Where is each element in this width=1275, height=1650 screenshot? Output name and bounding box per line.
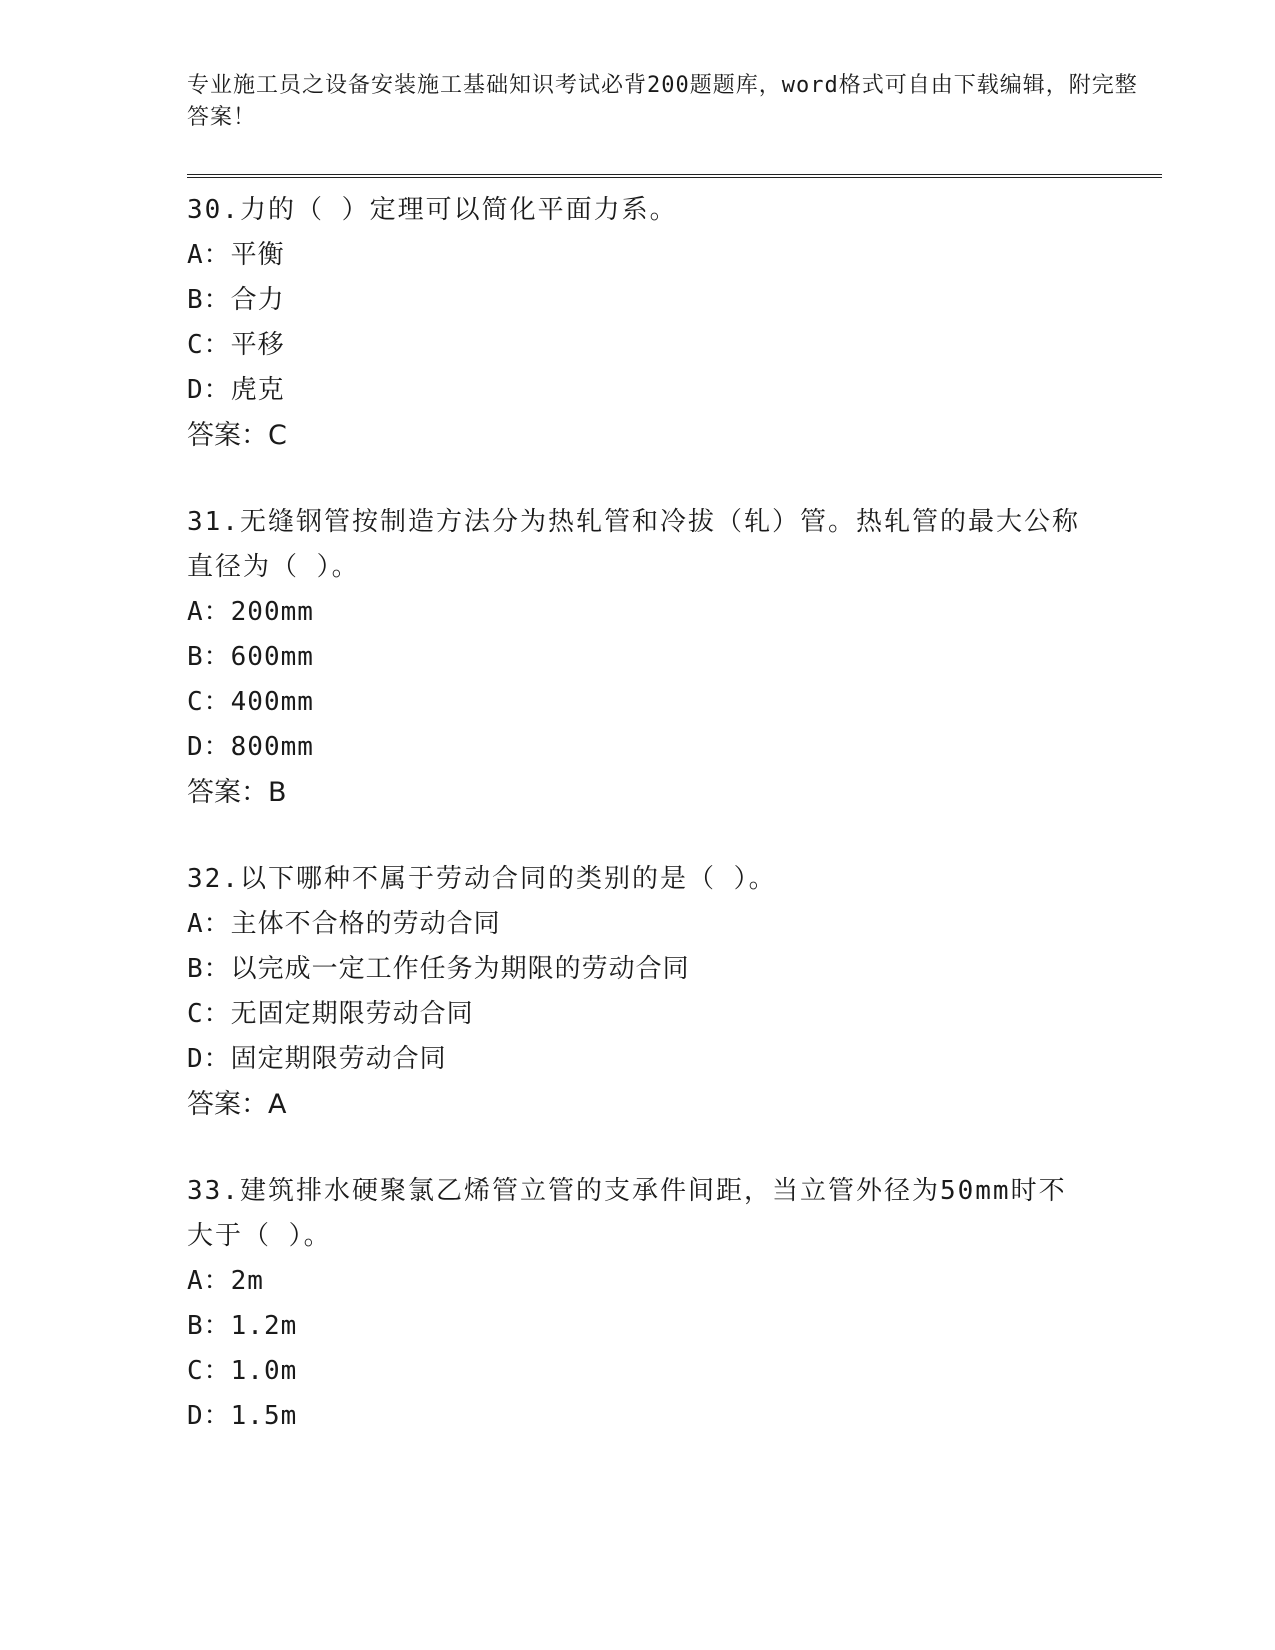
option-b: B：以完成一定工作任务为期限的劳动合同 — [187, 954, 690, 984]
document-page — [187, 70, 1147, 1439]
option-a: A：主体不合格的劳动合同 — [187, 909, 501, 939]
option-b: B：1.2m — [187, 1311, 298, 1341]
spacer — [187, 1127, 1147, 1169]
option-a: A：200mm — [187, 597, 314, 627]
option-d: D：虎克 — [187, 375, 285, 405]
option-d: D：固定期限劳动合同 — [187, 1044, 447, 1074]
question-33 — [187, 1169, 1147, 1439]
spacer — [187, 458, 1147, 500]
option-c: C：无固定期限劳动合同 — [187, 999, 474, 1029]
document-title: 专业施工员之设备安装施工基础知识考试必背200题题库，word格式可自由下载编辑，附完整答案！ — [187, 73, 1138, 130]
option-b: B：600mm — [187, 642, 314, 672]
question-30 — [187, 188, 1147, 458]
question-32 — [187, 857, 1147, 1127]
header-divider — [187, 174, 1162, 178]
option-b: B：合力 — [187, 285, 285, 315]
question-stem: 33.建筑排水硬聚氯乙烯管立管的支承件间距，当立管外径为50mm时不大于（ ）。 — [187, 1176, 1067, 1251]
question-stem: 31.无缝钢管按制造方法分为热轧管和冷拔（轧）管。热轧管的最大公称直径为（ ）。 — [187, 507, 1080, 582]
option-c: C：平移 — [187, 330, 285, 360]
answer-line: 答案：C — [187, 420, 287, 451]
answer-line: 答案：B — [187, 777, 287, 808]
option-d: D：800mm — [187, 732, 314, 762]
option-d: D：1.5m — [187, 1401, 298, 1431]
option-c: C：1.0m — [187, 1356, 298, 1386]
spacer — [187, 815, 1147, 857]
question-stem: 32.以下哪种不属于劳动合同的类别的是（ ）。 — [187, 864, 777, 894]
option-a: A：2m — [187, 1266, 264, 1296]
option-c: C：400mm — [187, 687, 314, 717]
answer-line: 答案：A — [187, 1089, 287, 1120]
question-stem: 30.力的（ ）定理可以简化平面力系。 — [187, 195, 678, 225]
option-a: A：平衡 — [187, 240, 285, 270]
question-31 — [187, 500, 1147, 815]
